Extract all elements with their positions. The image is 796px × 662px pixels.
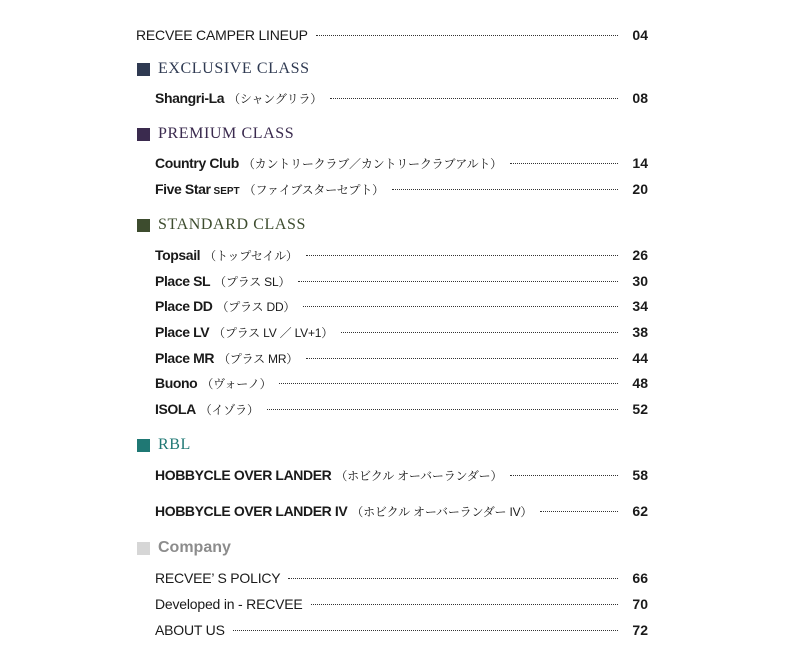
toc-entry-subtitle: （シャングリラ） xyxy=(228,92,323,106)
toc-entry-label: Place SL xyxy=(155,273,211,289)
section-title: STANDARD CLASS xyxy=(158,216,307,233)
dotted-leader xyxy=(303,306,618,307)
toc-entry-topsail[interactable] xyxy=(155,246,648,265)
page-number: 66 xyxy=(632,570,648,586)
toc-entry-label: HOBBYCLE OVER LANDER xyxy=(155,467,332,483)
section-title: PREMIUM CLASS xyxy=(158,125,295,142)
toc-entry-shangri-la[interactable] xyxy=(155,89,648,108)
toc-entry-isola[interactable] xyxy=(155,400,648,419)
page-number: 62 xyxy=(632,503,648,519)
toc-entry-hobbycle-over-lander-iv[interactable] xyxy=(155,502,648,521)
page-number: 44 xyxy=(632,350,648,366)
toc-entry-hobbycle-over-lander[interactable] xyxy=(155,466,648,485)
section-square-icon xyxy=(137,128,150,141)
toc-entry-label: Shangri-La xyxy=(155,90,225,106)
toc-entry-recvee-policy[interactable] xyxy=(155,569,648,587)
dotted-leader xyxy=(510,475,618,476)
toc-entry-place-mr[interactable] xyxy=(155,349,648,368)
toc-entry-label: Place DD xyxy=(155,298,213,314)
section-header-company xyxy=(137,539,231,557)
toc-entry-subtitle: （イゾラ） xyxy=(199,403,259,417)
toc-entry-label: Buono xyxy=(155,375,198,391)
page-number: 72 xyxy=(632,622,648,638)
dotted-leader xyxy=(341,332,618,333)
toc-entry-subtitle: （プラス LV ／ LV+1） xyxy=(213,326,334,340)
dotted-leader xyxy=(306,255,618,256)
section-header-rbl xyxy=(137,436,191,454)
section-square-icon xyxy=(137,542,150,555)
dotted-leader xyxy=(288,578,618,579)
toc-entry-buono[interactable] xyxy=(155,374,648,393)
page-number: 04 xyxy=(632,27,648,43)
toc-entry-label: ABOUT US xyxy=(155,622,225,638)
toc-entry-label: Topsail xyxy=(155,247,201,263)
section-header-standard xyxy=(137,216,306,234)
dotted-leader xyxy=(311,604,618,605)
dotted-leader xyxy=(510,163,618,164)
toc-entry-label: Place LV xyxy=(155,324,210,340)
toc-entry-label: RECVEE CAMPER LINEUP xyxy=(136,27,308,43)
dotted-leader xyxy=(298,281,618,282)
section-title: Company xyxy=(158,539,231,556)
dotted-leader xyxy=(306,358,618,359)
toc-entry-label: Five Star xyxy=(155,181,211,197)
page-number: 48 xyxy=(632,375,648,391)
toc-entry-place-sl[interactable] xyxy=(155,272,648,291)
toc-entry-lineup[interactable] xyxy=(136,26,648,44)
dotted-leader xyxy=(392,189,618,190)
toc-entry-five-star[interactable] xyxy=(155,180,648,201)
toc-entry-label: Country Club xyxy=(155,155,239,171)
toc-entry-subtitle: （ヴォーノ） xyxy=(201,377,272,391)
page-number: 58 xyxy=(632,467,648,483)
page-number: 30 xyxy=(632,273,648,289)
section-square-icon xyxy=(137,219,150,232)
dotted-leader xyxy=(279,383,618,384)
section-header-exclusive xyxy=(137,60,310,78)
toc-entry-developed-in[interactable] xyxy=(155,595,648,613)
page-number: 14 xyxy=(632,155,648,171)
dotted-leader xyxy=(540,511,618,512)
toc-entry-about-us[interactable] xyxy=(155,621,648,639)
toc-entry-subtitle: （カントリークラブ／カントリークラブアルト） xyxy=(242,157,502,171)
toc-entry-subtitle: （トップセイル） xyxy=(204,249,298,263)
toc-entry-country-club[interactable] xyxy=(155,154,648,173)
toc-entry-label: RECVEE’ S POLICY xyxy=(155,570,281,586)
section-square-icon xyxy=(137,63,150,76)
dotted-leader xyxy=(330,98,618,99)
page-number: 34 xyxy=(632,298,648,314)
toc-entry-subtitle: （プラス DD） xyxy=(216,300,296,314)
toc-entry-subtitle: （ホビクル オーバーランダー） xyxy=(335,469,503,483)
page-number: 20 xyxy=(632,181,648,197)
toc-entry-label: ISOLA xyxy=(155,401,196,417)
toc-entry-subtitle: （プラス MR） xyxy=(218,352,299,366)
toc-entry-subtitle: （ホビクル オーバーランダー IV） xyxy=(351,505,533,519)
toc-entry-label: Place MR xyxy=(155,350,215,366)
toc-entry-subtitle: （プラス SL） xyxy=(214,275,291,289)
section-title: RBL xyxy=(158,436,191,453)
toc-entry-label: HOBBYCLE OVER LANDER IV xyxy=(155,503,348,519)
page-number: 26 xyxy=(632,247,648,263)
page-number: 70 xyxy=(632,596,648,612)
page-number: 52 xyxy=(632,401,648,417)
section-header-premium xyxy=(137,125,294,143)
dotted-leader xyxy=(233,630,618,631)
section-square-icon xyxy=(137,439,150,452)
toc-entry-label-suffix: SEPT xyxy=(213,186,240,197)
dotted-leader xyxy=(316,35,618,36)
toc-entry-place-dd[interactable] xyxy=(155,297,648,316)
dotted-leader xyxy=(267,409,618,410)
section-title: EXCLUSIVE CLASS xyxy=(158,60,310,77)
page-number: 38 xyxy=(632,324,648,340)
toc-entry-label: Developed in - RECVEE xyxy=(155,596,303,612)
toc-entry-subtitle: （ファイブスターセプト） xyxy=(243,183,384,197)
toc-entry-place-lv[interactable] xyxy=(155,323,648,342)
page-number: 08 xyxy=(632,90,648,106)
